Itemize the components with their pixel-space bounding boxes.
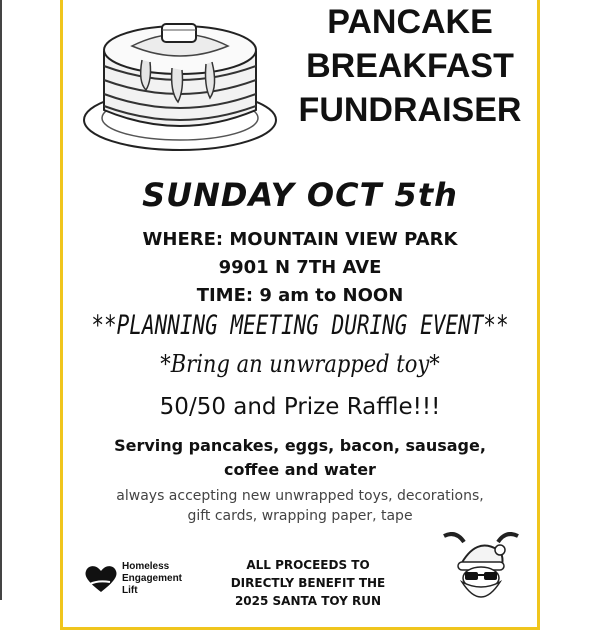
logo-line-1: Homeless bbox=[122, 561, 170, 572]
planning-meeting-note: **PLANNING MEETING DURING EVENT** bbox=[91, 310, 509, 340]
donations-accepted bbox=[60, 486, 540, 526]
logo-line-3: Lift bbox=[122, 585, 138, 596]
accepting-line-2: gift cards, wrapping paper, tape bbox=[187, 508, 413, 524]
accepting-line-1: always accepting new unwrapped toys, decorations, bbox=[116, 488, 484, 504]
proceeds-line-3: 2025 SANTA TOY RUN bbox=[234, 594, 382, 608]
event-location: WHERE: MOUNTAIN VIEW PARK bbox=[142, 229, 458, 250]
event-time: TIME: 9 am to NOON bbox=[196, 285, 404, 306]
organization-logo bbox=[84, 558, 214, 600]
event-address: 9901 N 7TH AVE bbox=[218, 257, 382, 278]
logo-text bbox=[122, 561, 182, 597]
proceeds-line-2: DIRECTLY BENEFIT THE bbox=[230, 576, 386, 590]
headline-line-1: PANCAKE bbox=[327, 3, 493, 41]
headline-line-2: BREAKFAST bbox=[306, 47, 514, 85]
serving-line-2: coffee and water bbox=[224, 460, 376, 479]
proceeds-note bbox=[208, 556, 408, 610]
pancake-stack-icon bbox=[72, 2, 288, 160]
toy-note: *Bring an unwrapped toy* bbox=[160, 350, 440, 378]
heart-hand-icon bbox=[84, 564, 118, 594]
proceeds-line-1: ALL PROCEEDS TO bbox=[246, 558, 370, 572]
headline-line-3: FUNDRAISER bbox=[298, 91, 522, 129]
logo-line-2: Engagement bbox=[122, 573, 183, 584]
event-headline bbox=[290, 0, 530, 132]
event-date: SUNDAY OCT 5th bbox=[142, 176, 458, 214]
left-edge-line bbox=[0, 0, 2, 600]
serving-line-1: Serving pancakes, eggs, bacon, sausage, bbox=[114, 436, 486, 455]
menu-serving bbox=[60, 434, 540, 482]
santa-sunglasses-icon bbox=[436, 532, 526, 600]
raffle-note: 50/50 and Prize Raffle!!! bbox=[159, 394, 441, 420]
